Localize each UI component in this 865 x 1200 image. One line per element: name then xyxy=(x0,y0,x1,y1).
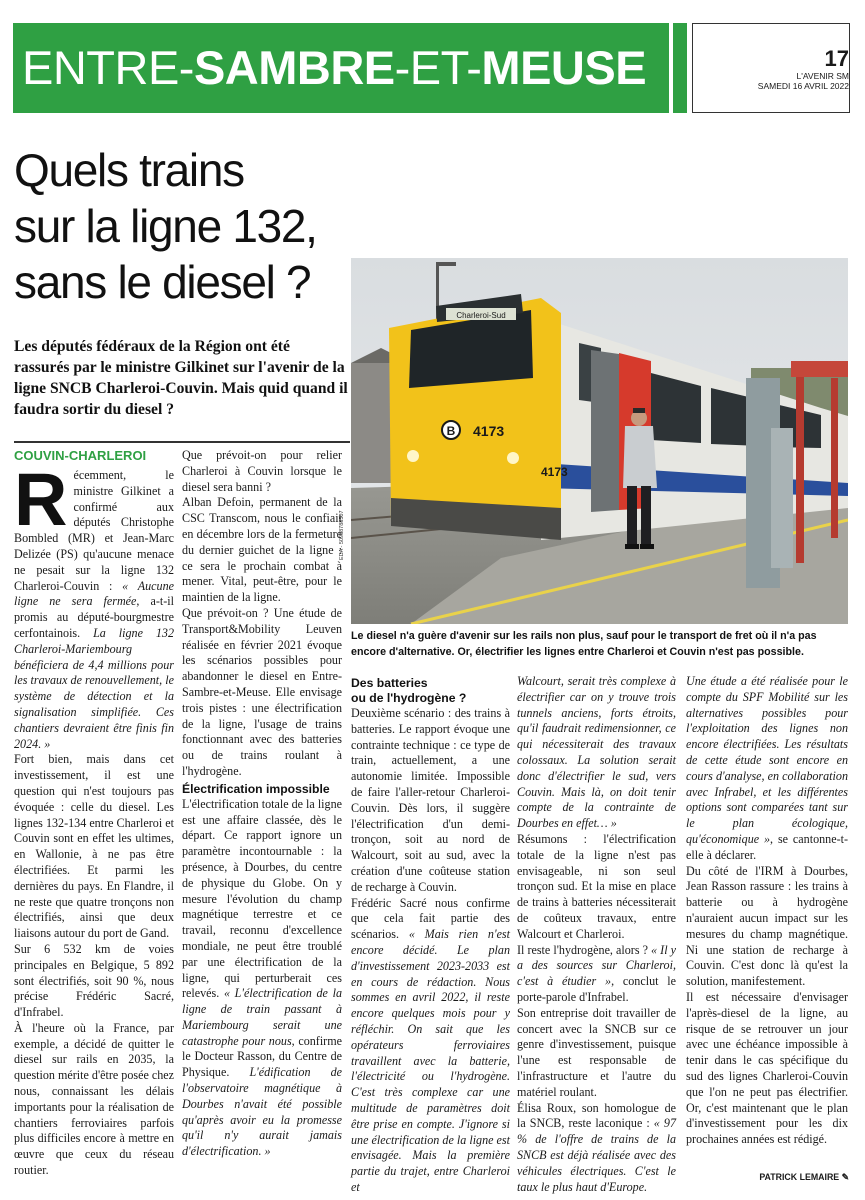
photo-credit: EDA - 50938788507 xyxy=(339,510,345,560)
col4-paragraph-5: Élisa Roux, son homologue de la SNCB, reste laconique : « 97 % de l'offre de trains de la SNCB est déjà réalisée avec des véhicules électriques. C'est le taux le plus haut d'Europe. xyxy=(517,1100,676,1194)
drop-cap: R xyxy=(14,458,68,541)
col4-paragraph-3: Il reste l'hydrogène, alors ? « Il y a des sources sur Charleroi, c'est à étudier », conclut le porte-parole d'Infrabel. xyxy=(517,942,676,1004)
column-4 xyxy=(517,674,676,1195)
column-3 xyxy=(351,674,510,1196)
section-rubric xyxy=(22,42,646,94)
rubric-main: SAMBRE xyxy=(193,41,395,94)
article-lead: Les députés fédéraux de la Région ont été rassurés par le ministre Gilkinet sur l'avenir de la ligne SNCB Charleroi-Couvin. Mais quid quand il faudra sortir du diesel ? xyxy=(14,338,348,418)
column-5 xyxy=(686,674,848,1148)
page-number: 17 xyxy=(824,46,849,71)
subhead-batteries: Des batteries ou de l'hydrogène ? xyxy=(351,676,467,705)
col3-paragraph-2: Frédéric Sacré nous confirme que cela fait partie des scénarios. « Mais rien n'est encore décidé. Le plan d'investissement 2023-2033 est en cours de rédaction. Nous sommes en avril 2022, il reste encore quelques mois pour y réfléchir. On sait que les opérateurs ferroviaires travaillent avec la batterie, l'électricité ou l'hydrogène. C'est très complexe car une multitude de paramètres doit être prise en compte. J'ignore si une électrification de la ligne est envisagée. Mais la première partie du trajet, entre Charleroi et xyxy=(351,895,511,1194)
article-title xyxy=(14,142,354,310)
lead-divider xyxy=(14,441,350,443)
col4-paragraph-1: Walcourt, serait très complexe à électrifier car on y trouve trois tunnels anciens, forts étroits, qu'il faudrait redimensionner, ce qui nécessiterait des travaux colossaux. La solution serait donc d'électrifier le sud, vers Couvin. Mais là, on doit tenir compte de la contrainte de Dourbes en effet… » xyxy=(517,674,676,831)
photo-caption: Le diesel n'a guère d'avenir sur les rails non plus, sauf pour le transport de fret où il n'a pas encore d'alternative. Or, électrifier les lignes entre Charleroi et Couvin n'est pas possible. xyxy=(351,630,817,658)
newspaper-name: L'AVENIR SM xyxy=(796,71,849,81)
train-number-side: 4173 xyxy=(541,465,568,479)
column-2 xyxy=(182,448,342,1160)
title-line-2: sur la ligne 132, xyxy=(14,200,317,252)
col1-paragraph-3: Sur 6 532 km de voies principales en Belgique, 5 892 sont électrifiés, soit 90 %, nous précise Frédéric Sacré, d'Infrabel. xyxy=(14,941,174,1020)
col1-paragraph-4: À l'heure où la France, par exemple, a décidé de quitter le diesel sur rails en 2035, la question mérite d'être posée chez nous, connaissant les délais importants pour la réalisation de chantiers ferroviaires parfois plus difficiles encore à mettre en œuvre que ceux du réseau routier. xyxy=(14,1020,175,1178)
author-icon: ✎ xyxy=(841,1172,849,1182)
rubric-band-accent xyxy=(673,23,687,113)
rubric-mid: -ET- xyxy=(394,41,482,94)
col2-paragraph-4: L'électrification totale de la ligne est une affaire classée, dès le départ. Ce rapport ignore un paramètre incontournable : la présence, à Dourbes, du centre de physique du Globe. On y mesure l'évolution du champ magnétique terrestre et ce travail, reconnu d'excellence mondiale, ne peut être troublé par une électrification de la ligne, qui perturberait ces relevés. « L'électrification de la ligne de train passant à Mariembourg serait une catastrophe pour nous, confirme le Docteur Rasson, du Centre de Physique. L'édification de l'observatoire magnétique à Dourbes n'avait été possible qu'après avoir eu la promesse qu'il n'y aurait jamais d'électrification. » xyxy=(182,796,342,1159)
col5-paragraph-2: Du côté de l'IRM à Dourbes, Jean Rasson rassure : les trains à batterie ou à hydrogène n'auraient aucun impact sur les mesures du champ magnétique. Ni une station de recharge à Couvin. C'est donc là qu'est la solution, manifestement. xyxy=(686,863,848,989)
author-signature: PATRICK LEMAIRE ✎ xyxy=(759,1172,849,1182)
issue-date: SAMEDI 16 AVRIL 2022 xyxy=(757,81,849,91)
col4-paragraph-2: Résumons : l'électrification totale de la ligne n'est pas envisageable, ni son seul tronçon sud. Et la mise en place de trains à batteries nécessiterait de coûteux travaux, entre Walcourt et Charleroi. xyxy=(517,831,676,941)
train-illustration xyxy=(351,258,848,624)
col3-paragraph-1: Deuxième scénario : des trains à batteries. Le rapport évoque une contrainte technique : ce type de train, actuellement, a une autonomie limitée. Impossible de faire l'aller-retour Charleroi-Couvin. Dès lors, il suggère l'électrification d'un demi-tronçon, soit au nord de Walcourt, soit au sud, avec la création d'une coûteuse station de recharge à Couvin. xyxy=(351,706,510,894)
sncb-logo: B xyxy=(446,424,456,438)
rubric-end: MEUSE xyxy=(481,41,647,94)
col2-paragraph-3: Que prévoit-on ? Une étude de Transport&Mobility Leuven réalisée en février 2021 évoque les scénarios possibles pour abandonner le diesel en Entre-Sambre-et-Meuse. Elle envisage trois pistes : une électrification de la ligne, l'usage de trains fonctionnant avec des batteries ou de trains roulant à l'hydrogène. xyxy=(182,605,342,778)
column-1 xyxy=(14,448,174,1179)
col2-paragraph-1: Que prévoit-on pour relier Charleroi à Couvin lorsque le diesel sera banni ? xyxy=(182,448,342,494)
train-number-front: 4173 xyxy=(473,423,505,439)
col2-paragraph-2: Alban Defoin, permanent de la CSC Transcom, nous le confiait en décembre lors de la fermeture du dernier guichet de la ligne : ce sera le prochain combat à mener. Vital, peut-être, pour le maintien de la ligne. xyxy=(182,495,342,605)
train-photo xyxy=(351,258,848,624)
train-destination-display: Charleroi-Sud xyxy=(456,311,506,320)
col5-paragraph-1: Une étude a été réalisée pour le compte du SPF Mobilité sur les alternatives possibles pour l'exploitation des lignes non encore électrifiées. Les résultats de cette étude sont encore en cours d'analyse, en collaboration avec Infrabel, et les différentes options sont comparées tant sur le plan écologique, qu'économique », se cantonne-t-elle à déclarer. xyxy=(686,674,848,862)
col1-paragraph-1: Récemment, le ministre Gilkinet a confirmé aux députés Christophe Bombled (MR) et Jean-Marc Delizée (PS) qu'aucune menace ne pesait sur la ligne 132 Charleroi-Couvin : « Aucune ligne ne sera fermée, a-t-il promis au député-bourgmestre cerfontainois. La ligne 132 Charleroi-Mariembourg bénéficiera de 4,4 millions pour les travaux de renouvellement, le système de détection et la signalisation simplifiée. Ces chantiers devraient être finis fin 2024. » xyxy=(14,458,174,751)
title-line-3: sans le diesel ? xyxy=(14,256,311,308)
title-line-1: Quels trains xyxy=(14,144,244,196)
col4-paragraph-4: Son entreprise doit travailler de concert avec la SNCB sur ce genre d'investissement, puisque l'une est responsable de l'infrastructure et l'autre du matériel roulant. xyxy=(517,1005,676,1099)
subhead-electrification: Électrification impossible xyxy=(182,781,330,796)
rubric-prefix: ENTRE- xyxy=(22,41,194,94)
col5-paragraph-3: Il est nécessaire d'envisager l'après-diesel de la ligne, au risque de se retrouver un jour avec une échéance impossible à tenir dans le cas spécifique du sud des lignes Charleroi-Couvin que l'on ne peut pas électrifier. Or, c'est maintenant que le plan d'investissement pour les dix prochaines années est rédigé. xyxy=(686,989,848,1147)
dateline: COUVIN-CHARLEROI xyxy=(14,448,147,463)
col1-paragraph-2: Fort bien, mais dans cet investissement, il est une question qui n'est toujours pas évoquée : celle du diesel. Les lignes 132-134 entre Charleroi et Couvin sont en effet les ultimes, en Wallonie, à ne pas être électrifiées. Et parmi les dernières du pays. En Flandre, il ne reste que quatre tronçons non électrifiés, ainsi que deux liaisons autour du port de Gand. xyxy=(14,752,174,941)
